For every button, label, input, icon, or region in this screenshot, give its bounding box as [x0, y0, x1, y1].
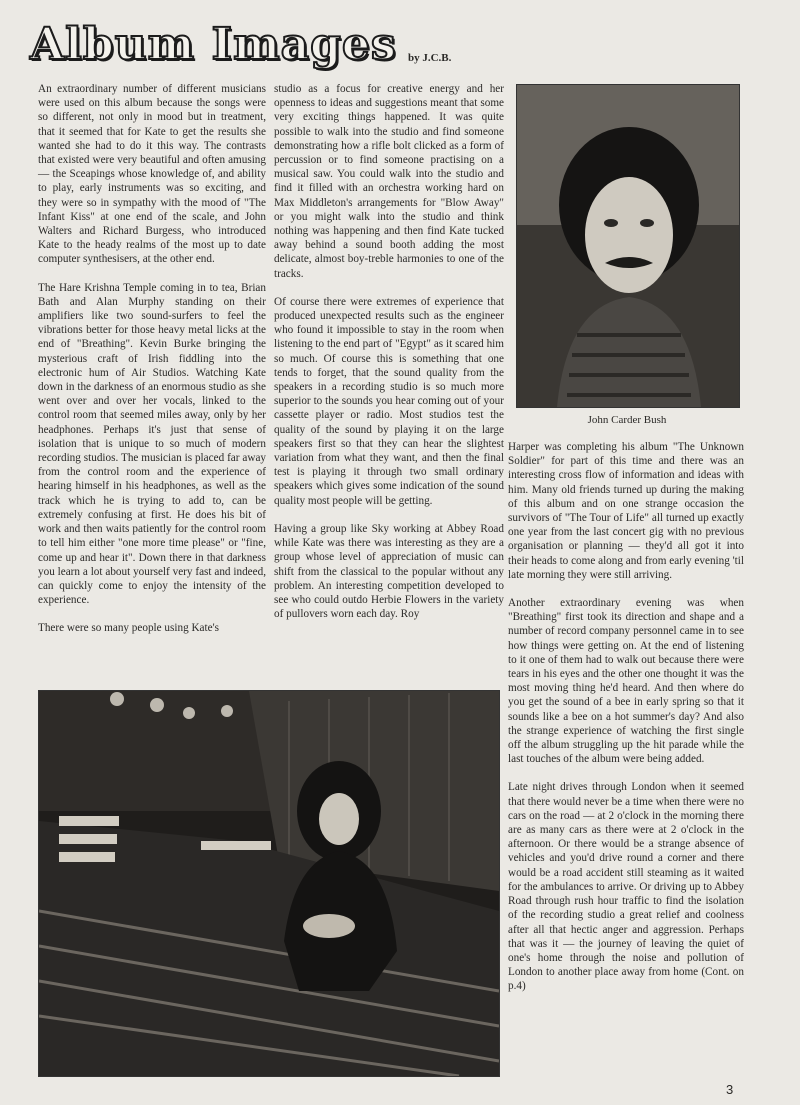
article-column-3	[508, 440, 744, 1008]
page-number: 3	[726, 1082, 734, 1097]
article-title: Album Images	[30, 19, 397, 70]
article-column-1	[38, 82, 266, 650]
paragraph: There were so many people using Kate's	[38, 622, 219, 635]
studio-photo-art	[39, 691, 499, 1076]
paragraph: An extraordinary number of different musicians were used on this album because the songs were so different, not only in mood but in treatment, that it seemed that for Kate to get the results she wanted she had to do it this way. The contrasts that existed were very beautiful and often amusing — the Sceapings whose knowledge of, and ability to play, early instruments was so exciting, and they were so in sympathy with the mood of "The Infant Kiss" at one end of the scale, and John Walters and Richard Burgess, who introduced Kate to the heady realms of the most up to date computer synthesisers, at the other end.	[38, 83, 266, 266]
photo-caption: John Carder Bush	[587, 414, 667, 426]
paragraph: studio as a focus for creative energy and her openness to ideas and suggestions meant that some very exciting things happened. It was quite possible to walk into the studio and find someone demonstrating how a rifle bolt clicked as a form of percussion or to find someone practising on a musical saw. You could walk into the studio and find it filled with an orchestra working hard on Max Middleton's arrangements for "Blow Away" or you might walk into the studio and think nothing was happening and then find Kate tucked away behind a sound booth adding the most delicate, almost boy-treble harmonies to one of the tracks.	[274, 83, 504, 280]
paragraph: Another extraordinary evening was when "Breathing" first took its direction and shape and a number of record company personnel came in to see how things were getting on. At the end of listening to it one of them had to walk out because there were tears in his eyes and the other one thought it was the most moving thing he'd heard. And then where do you get the sound of a bee in early spring so that it sounds like a bee on a hot summer's day? And also the strange experience of watching the first single off the album struggling up the hit parade while the last touches of the album were being added.	[508, 597, 744, 766]
portrait-photo	[516, 84, 740, 408]
paragraph: Late night drives through London when it seemed that there would never be a time when there were no cars on the road — at 2 o'clock in the morning there are as many cars as there were at 2 o'clock in the afternoon. Or there would be a strange absence of vehicles and you'd drive round a corner and there would be a road accident still steaming as it waited for the ambulances to arrive. Or driving up to Abbey Road through rush hour traffic to find the isolation of the recording studio a great relief and coolness after all that hectic anger and aggression. Perhaps that was it — the journey of leaving the quiet of one's home through the noise and pollution of London to another place away from home (Cont. on p.4)	[508, 781, 744, 993]
paragraph: Having a group like Sky working at Abbey Road while Kate was there was interesting as they are a group whose level of appreciation of music can shift from the classical to the popular without any problem. An interesting competition developed to see who could outdo Herbie Flowers in the variety of pullovers worn each day. Roy	[274, 522, 504, 621]
paragraph: The Hare Krishna Temple coming in to tea, Brian Bath and Alan Murphy standing on their amplifiers like two sound-surfers to feel the vibrations better for those heavy metal licks at the end of "Breathing". Kevin Burke bringing the mysterious craft of Irish fiddling into the electronic hum of Air Studios. Watching Kate down in the darkness of an enormous studio as she went over and over her vocals, linked to the control room that seemed miles away, only by her headphones. Perhaps it's just that sense of isolation that is unique to so much of modern recording studios. The musician is placed far away from the control room and the experience of hearing himself in his headphones, as well as the track which he is trying to add to, can be extremely confusing at first. He does his bit of work and then waits patiently for the control room to tell him either "one more time please" or "fine, come up and hear it". Down there in that darkness you learn a lot about yourself very fast and indeed, can quickly come to enjoy the intensity of the experience.	[38, 281, 266, 607]
paragraph: Of course there were extremes of experience that produced unexpected results such as the engineer who found it impossible to stay in the room when listening to the end part of "Egypt" as it scared him so much. Of course this is something that one tends to forget, that the sound quality from the speakers in a recording studio is so much more superior to the sounds you hear coming out of your cassette player or radio. Most studios test the quality of the sound by playing it on the large speakers first so that they can hear the slightest variation from what they want, and then the final test is playing it through two small ordinary speakers which gives some indication of the sound quality most people will be getting.	[274, 295, 504, 507]
article-column-2	[274, 82, 504, 635]
paragraph: Harper was completing his album "The Unknown Soldier" for part of this time and there was an interesting cross flow of information and ideas with him. Many old friends turned up during the making of this album and on one strange occasion the survivors of "The Tour of Life" all turned up exactly one year from the last concert gig with no previous organisation or planning — they'd all got it into their heads to come along and from early evening 'til late morning they were still arriving.	[508, 441, 744, 581]
byline: by J.C.B.	[408, 52, 452, 64]
studio-photo	[38, 690, 500, 1077]
portrait-photo-art	[517, 85, 739, 407]
